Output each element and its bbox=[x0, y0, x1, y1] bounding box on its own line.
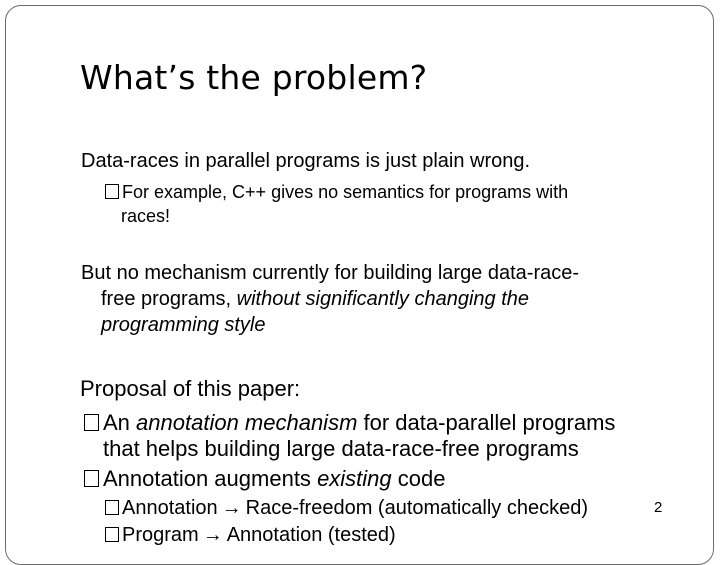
bullet-annotation-mechanism bbox=[84, 410, 615, 436]
sub-bullet-text: Annotation bbox=[122, 497, 218, 519]
bullet-text: Annotation augments bbox=[103, 466, 311, 491]
italic-text: programming style bbox=[101, 314, 266, 336]
sub-bullet-text: Annotation (tested) bbox=[226, 524, 396, 546]
arrow-right-icon: → bbox=[221, 497, 242, 519]
bullet-augments bbox=[84, 466, 446, 492]
square-bullet-icon bbox=[105, 500, 119, 515]
sub-bullet-text: For example, C++ gives no semantics for programs with bbox=[122, 182, 569, 202]
sub-bullet-cpp bbox=[105, 182, 568, 203]
square-bullet-icon bbox=[84, 414, 99, 431]
paragraph-no-mechanism-line1: But no mechanism currently for building large data-race- bbox=[81, 262, 580, 284]
square-bullet-icon bbox=[84, 470, 99, 487]
sub-bullet-cpp-cont: races! bbox=[121, 206, 171, 226]
bullet-text: code bbox=[397, 466, 446, 491]
proposal-heading: Proposal of this paper: bbox=[80, 376, 301, 401]
square-bullet-icon bbox=[105, 184, 119, 199]
italic-text: without significantly changing the bbox=[236, 288, 530, 310]
page-number: 2 bbox=[654, 499, 663, 516]
italic-text: annotation mechanism bbox=[136, 410, 358, 435]
bullet-text: for data-parallel programs bbox=[357, 410, 616, 435]
sub-bullet-text: Program bbox=[122, 524, 199, 546]
paragraph-no-mechanism-line2 bbox=[101, 288, 529, 311]
bullet-annotation-mechanism-cont: that helps building large data-race-free programs bbox=[103, 436, 579, 461]
sub-bullet-text: Race-freedom (automatically checked) bbox=[245, 497, 589, 519]
normal-text: free programs, bbox=[101, 288, 232, 310]
bullet-text: An bbox=[103, 410, 130, 435]
paragraph-data-races: Data-races in parallel programs is just plain wrong. bbox=[81, 150, 531, 172]
italic-text: existing bbox=[317, 466, 392, 491]
sub-bullet-race-freedom bbox=[105, 497, 588, 520]
paragraph-no-mechanism-line3 bbox=[101, 314, 266, 337]
arrow-right-icon: → bbox=[202, 524, 223, 546]
sub-bullet-tested bbox=[105, 524, 396, 547]
slide-title: What’s the problem? bbox=[80, 58, 428, 97]
